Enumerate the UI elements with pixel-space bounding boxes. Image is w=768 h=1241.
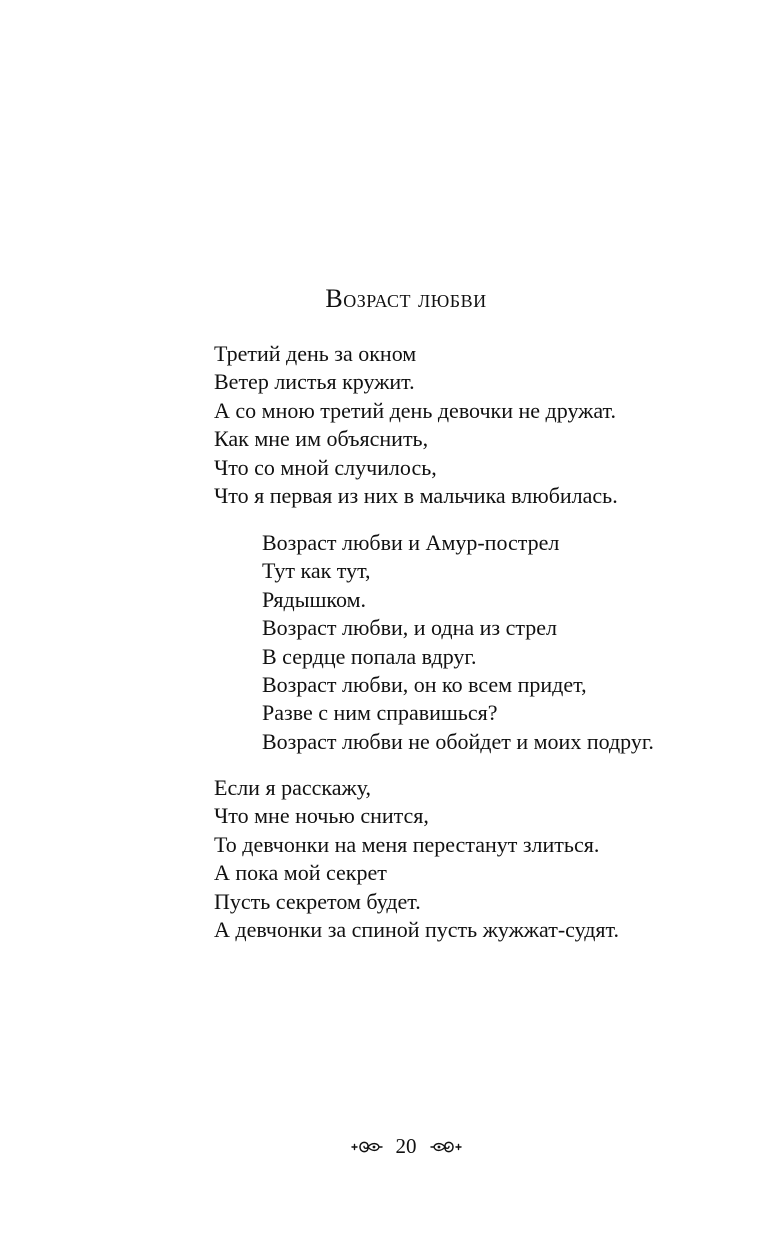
poem-line: Что мне ночью снится, (214, 803, 429, 829)
poem-line: Что я первая из них в мальчика влюбилась. (214, 483, 618, 509)
page-number: 20 (395, 1133, 417, 1158)
poem-line: Возраст любви, он ко всем придет, (262, 672, 587, 698)
poem-title: Возраст любви (325, 284, 487, 313)
poem-line: Возраст любви не обойдет и моих подруг. (262, 728, 654, 754)
poem-line: Возраст любви, и одна из стрел (262, 615, 558, 641)
poem-line: То девчонки на меня перестанут злиться. (214, 831, 600, 857)
poem-line: Что со мной случилось, (214, 454, 437, 480)
poem-line: Третий день за окном (214, 341, 417, 366)
poem-line: Разве с ним справишься? (262, 700, 498, 726)
poem-line: Тут как тут, (262, 558, 371, 584)
stanza-verse-2 (214, 774, 619, 944)
poem-line: Рядышком. (262, 586, 367, 612)
stanza-verse-1 (214, 340, 618, 510)
fleuron-right-icon (429, 1137, 463, 1155)
poem-line: А девчонки за спиной пусть жужжат-судят. (214, 917, 620, 943)
poem-line: Возраст любви и Амур-пострел (262, 530, 560, 555)
poem-line: Если я расскажу, (214, 775, 371, 800)
poem-line: Пусть секретом будет. (214, 888, 421, 914)
page-footer (0, 1132, 768, 1159)
poem-line: А со мною третий день девочки не дружат. (214, 397, 617, 423)
poem-line: Как мне им объяснить, (214, 426, 429, 452)
poem-line: В сердце попала вдруг. (262, 643, 477, 669)
fleuron-left-icon (350, 1137, 384, 1155)
poem-line: А пока мой секрет (214, 860, 387, 886)
poem-line: Ветер листья кружит. (214, 369, 415, 395)
stanza-chorus (262, 529, 654, 756)
